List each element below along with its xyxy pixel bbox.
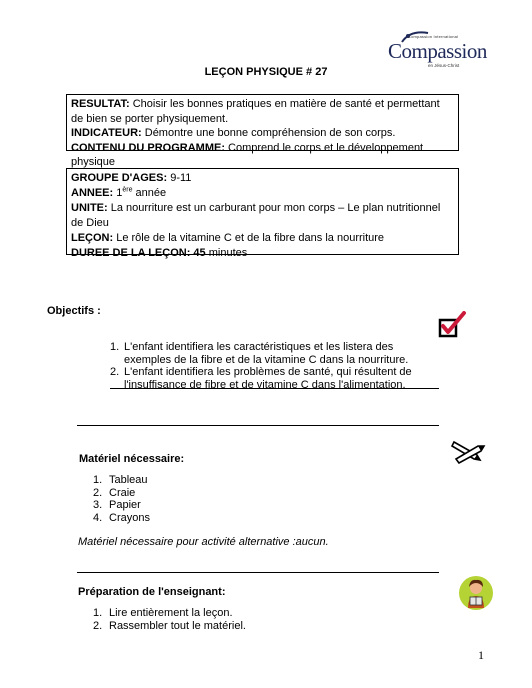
preparation-heading: Préparation de l'enseignant: xyxy=(78,586,226,598)
teacher-reading-icon xyxy=(458,574,494,612)
lesson-info-box xyxy=(66,168,459,259)
checkbox-check-icon xyxy=(438,311,468,339)
groupe-text: 9-11 xyxy=(167,172,192,184)
materiel-list xyxy=(93,474,150,524)
indicateur-label: INDICATEUR: xyxy=(71,127,142,139)
contenu-line xyxy=(71,141,454,170)
lecon-text: Le rôle de la vitamine C et de la fibre dans la nourriture xyxy=(113,232,385,244)
annee-label: ANNEE: xyxy=(71,187,114,199)
indicateur-text: Démontre une bonne compréhension de son corps. xyxy=(141,127,396,139)
logo-small-text: Compassion International xyxy=(408,34,459,39)
list-item: 3. Papier xyxy=(93,499,141,511)
materiel-heading: Matériel nécessaire: xyxy=(79,453,185,465)
lecon-label: LEÇON: xyxy=(71,232,114,244)
contenu-label: CONTENU DU PROGRAMME: xyxy=(71,141,225,154)
divider xyxy=(110,388,439,389)
resultat-text: Choisir les bonnes pratiques en matière de santé et permettant de bien se porter physiquement. xyxy=(71,98,440,125)
list-item: 2. L'enfant identifiera les problèmes de santé, qui résultent de l'insuffisance de fibre et de vitamine C dans l'alimentation. xyxy=(110,366,412,391)
preparation-list xyxy=(93,607,246,632)
page-number: 1 xyxy=(478,648,484,662)
lecon-line xyxy=(71,231,454,246)
list-item: 2. Rassembler tout le matériel. xyxy=(93,619,246,632)
list-item: 4. Crayons xyxy=(93,511,150,524)
groupe-line xyxy=(71,171,454,186)
resultat-line xyxy=(71,97,454,126)
resultat-label: RESULTAT: xyxy=(71,98,130,110)
indicateur-line xyxy=(71,126,454,141)
unite-text: La nourriture est un carburant pour mon corps – Le plan nutritionnel de Dieu xyxy=(71,202,441,229)
logo-tagline: en Jésus-Christ xyxy=(428,63,460,68)
duree-text: minutes xyxy=(205,247,248,259)
list-item: 1. Tableau xyxy=(93,474,148,486)
annee-sup: ère xyxy=(122,186,133,194)
unite-label: UNITE: xyxy=(71,202,108,214)
list-item: 2. Craie xyxy=(93,486,136,499)
program-info-box xyxy=(66,94,459,168)
annee-line xyxy=(71,186,454,201)
materiel-alternative: Matériel nécessaire pour activité alternative :aucun. xyxy=(78,536,329,548)
divider xyxy=(77,425,439,426)
duree-num: 45 xyxy=(190,247,206,259)
page-title: LEÇON PHYSIQUE # 27 xyxy=(204,66,328,78)
annee-num: 1 xyxy=(113,187,123,199)
duree-line xyxy=(71,246,454,261)
objectifs-heading: Objectifs : xyxy=(47,305,101,317)
pencils-icon xyxy=(451,438,487,464)
divider xyxy=(77,572,439,573)
list-item: 1. Lire entièrement la leçon. xyxy=(93,607,233,619)
groupe-label: GROUPE D'AGES: xyxy=(71,172,168,184)
objectifs-list xyxy=(110,341,440,391)
contenu-text: Comprend le corps et le développement physique xyxy=(71,141,424,168)
unite-line xyxy=(71,201,454,231)
annee-text: année xyxy=(132,187,167,199)
list-item: 1. L'enfant identifiera les caractéristiques et les listera des exemples de la fibre et de la vitamine C dans la nourriture. xyxy=(110,341,409,366)
duree-label: DUREE DE LA LEÇON: xyxy=(71,247,191,259)
logo-name: Compassion xyxy=(388,39,487,63)
